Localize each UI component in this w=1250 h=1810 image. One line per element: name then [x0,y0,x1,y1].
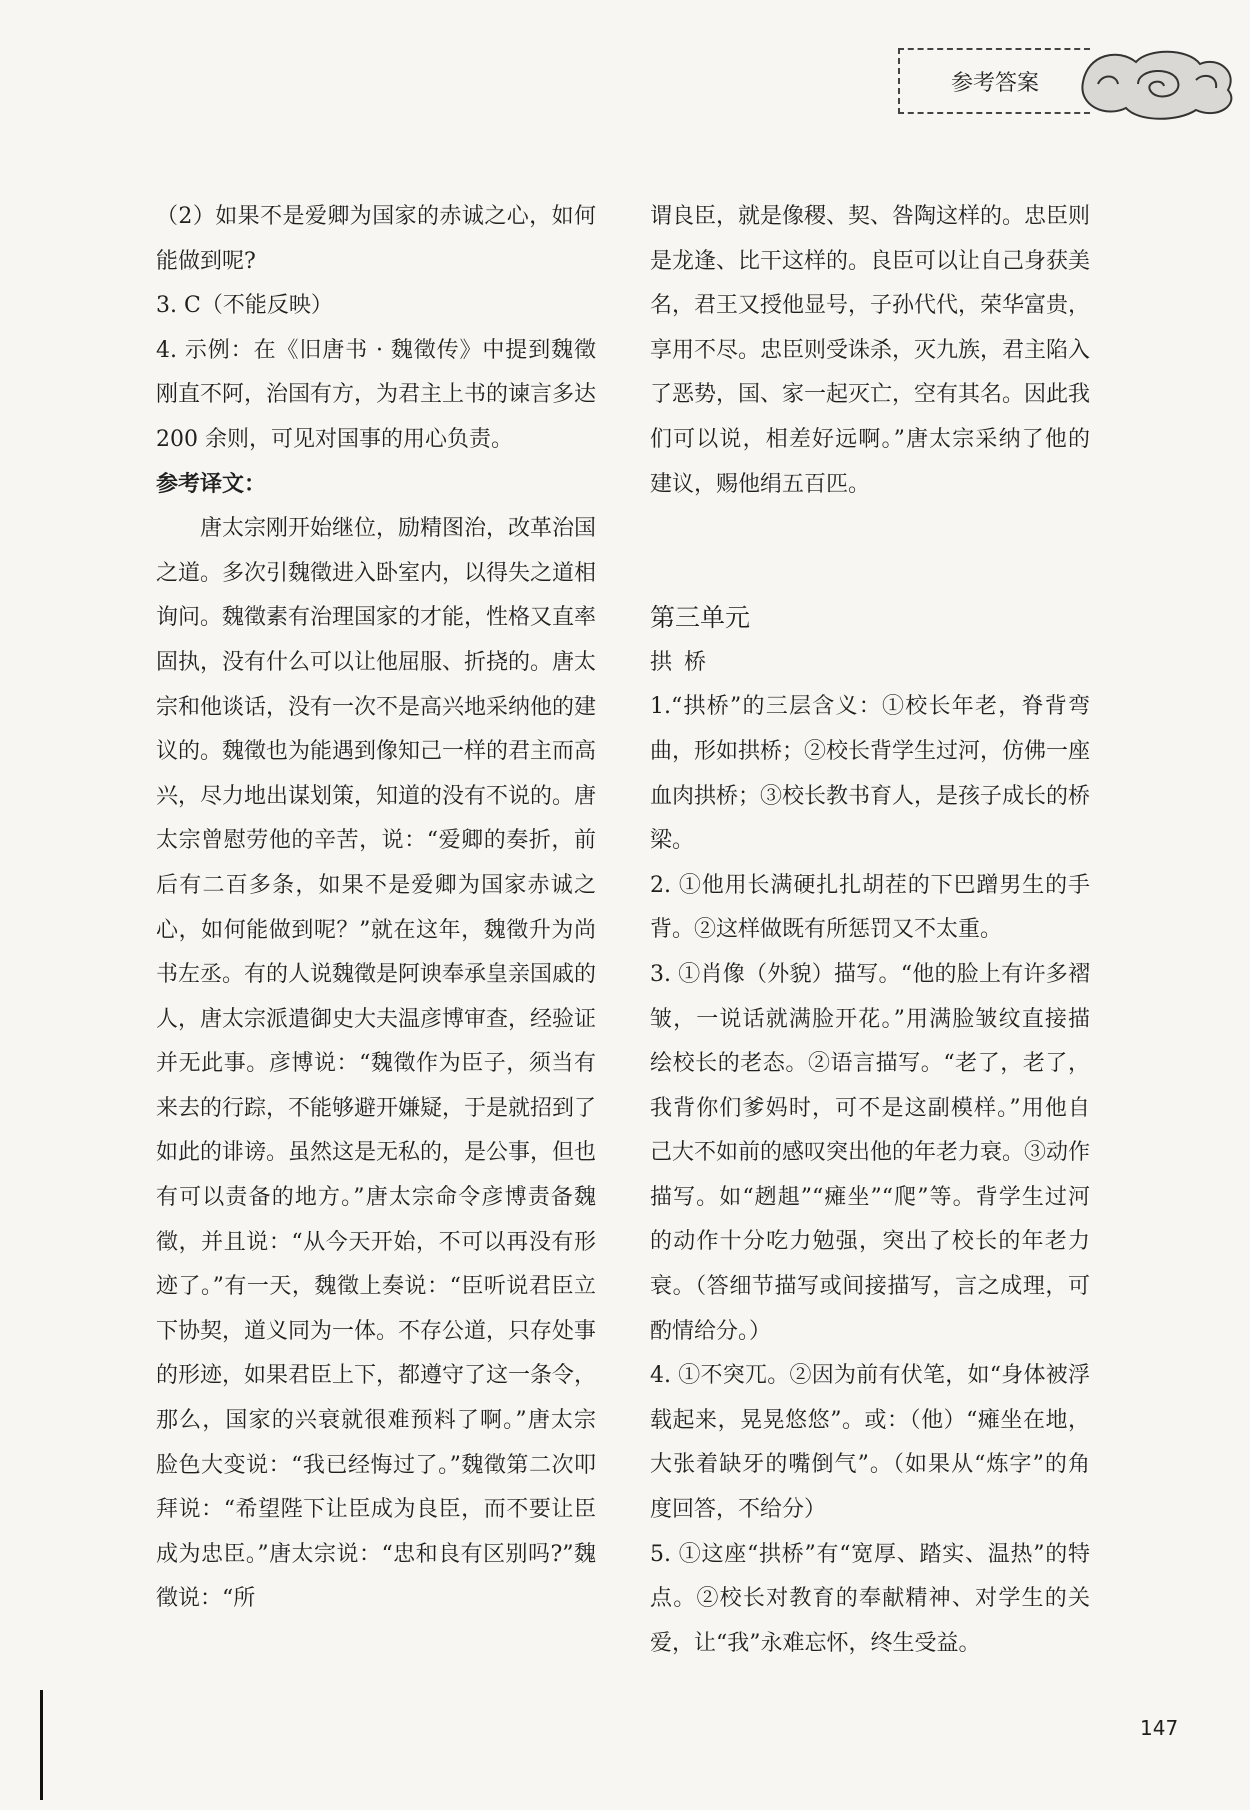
cloud-ornament-icon [1078,44,1238,120]
page-number: 147 [1140,1716,1179,1740]
section-header [898,48,1090,114]
lesson-title: 拱桥 [650,649,719,675]
left-column [156,195,596,1622]
answer-3: 3. C（不能反映） [156,293,333,319]
unit-title: 第三单元 [650,603,751,633]
answer-item: 5. ①这座“拱桥”有“宽厚、踏实、温热”的特点。②校长对教育的奉献精神、对学生的关爱，让“我”永难忘怀，终生受益。 [650,1541,1090,1656]
answer-item: 3. ①肖像（外貌）描写。“他的脸上有许多褶皱，一说话就满脸开花。”用满脸皱纹直接描绘校长的老态。②语言描写。“老了，老了，我背你们爹妈时，可不是这副模样。”用他自己大不如前的感叹突出他的年老力衰。③动作描写。如“趔趄”“瘫坐”“爬”等。背学生过河的动作十分吃力勉强，突出了校长的年老力衰。（答细节描写或间接描写，言之成理，可酌情给分。） [650,961,1091,1344]
answer-2-part: （2）如果不是爱卿为国家的赤诚之心，如何能做到呢? [156,204,596,274]
answer-item: 2. ①他用长满硬扎扎胡茬的下巴蹭男生的手背。②这样做既有所惩罚又不太重。 [650,872,1090,943]
translation-continuation: 谓良臣，就是像稷、契、咎陶这样的。忠臣则是龙逢、比干这样的。良臣可以让自己身获美名，君王又授他显号，子孙代代，荣华富贵，享用不尽。忠臣则受诛杀，灭九族，君主陷入了恶势，国、家一起灭亡，空有其名。因此我们可以说，相差好远啊。”唐太宗采纳了他的建议，赐他绢五百匹。 [650,204,1091,497]
page-edge-line [40,1690,43,1800]
translation-heading: 参考译文： [156,471,267,497]
translation-text: 唐太宗刚开始继位，励精图治，改革治国之道。多次引魏徵进入卧室内，以得失之道相询问。魏徵素有治理国家的才能，性格又直率固执，没有什么可以让他屈服、折挠的。唐太宗和他谈话，没有一次不是高兴地采纳他的建议的。魏徵也为能遇到像知己一样的君主而高兴，尽力地出谋划策，知道的没有不说的。唐太宗曾慰劳他的辛苦，说：“爱卿的奏折，前后有二百多条，如果不是爱卿为国家赤诚之心，如何能做到呢？”就在这年，魏徵升为尚书左丞。有的人说魏徵是阿谀奉承皇亲国戚的人，唐太宗派遣御史大夫温彦博审查，经验证并无此事。彦博说：“魏徵作为臣子，须当有来去的行踪，不能够避开嫌疑，于是就招到了如此的诽谤。虽然这是无私的，是公事，但也有可以责备的地方。”唐太宗命令彦博责备魏徵，并且说：“从今天开始，不可以再没有形迹了。”有一天，魏徵上奏说：“臣听说君臣立下协契，道义同为一体。不存公道，只存处事的形迹，如果君臣上下，都遵守了这一条令，那么，国家的兴衰就很难预料了啊。”唐太宗脸色大变说：“我已经悔过了。”魏徵第二次叩拜说：“希望陛下让臣成为良臣，而不要让臣成为忠臣。”唐太宗说：“忠和良有区别吗?”魏徵说：“所 [156,516,597,1612]
spacer [650,507,1090,596]
answer-4: 4. 示例：在《旧唐书 · 魏徵传》中提到魏徵刚直不阿，治国有方，为君主上书的谏言多达 200 余则，可见对国事的用心负责。 [156,337,597,452]
right-column [650,195,1090,1666]
answer-item: 4. ①不突兀。②因为前有伏笔，如“身体被浮载起来，晃晃悠悠”。或：（他）“瘫坐在地，大张着缺牙的嘴倒气”。（如果从“炼字”的角度回答，不给分） [650,1363,1090,1523]
answer-item: 1.“拱桥”的三层含义：①校长年老，脊背弯曲，形如拱桥；②校长背学生过河，仿佛一座血肉拱桥；③校长教书育人，是孩子成长的桥梁。 [650,694,1091,854]
header-label: 参考答案 [950,70,1039,96]
